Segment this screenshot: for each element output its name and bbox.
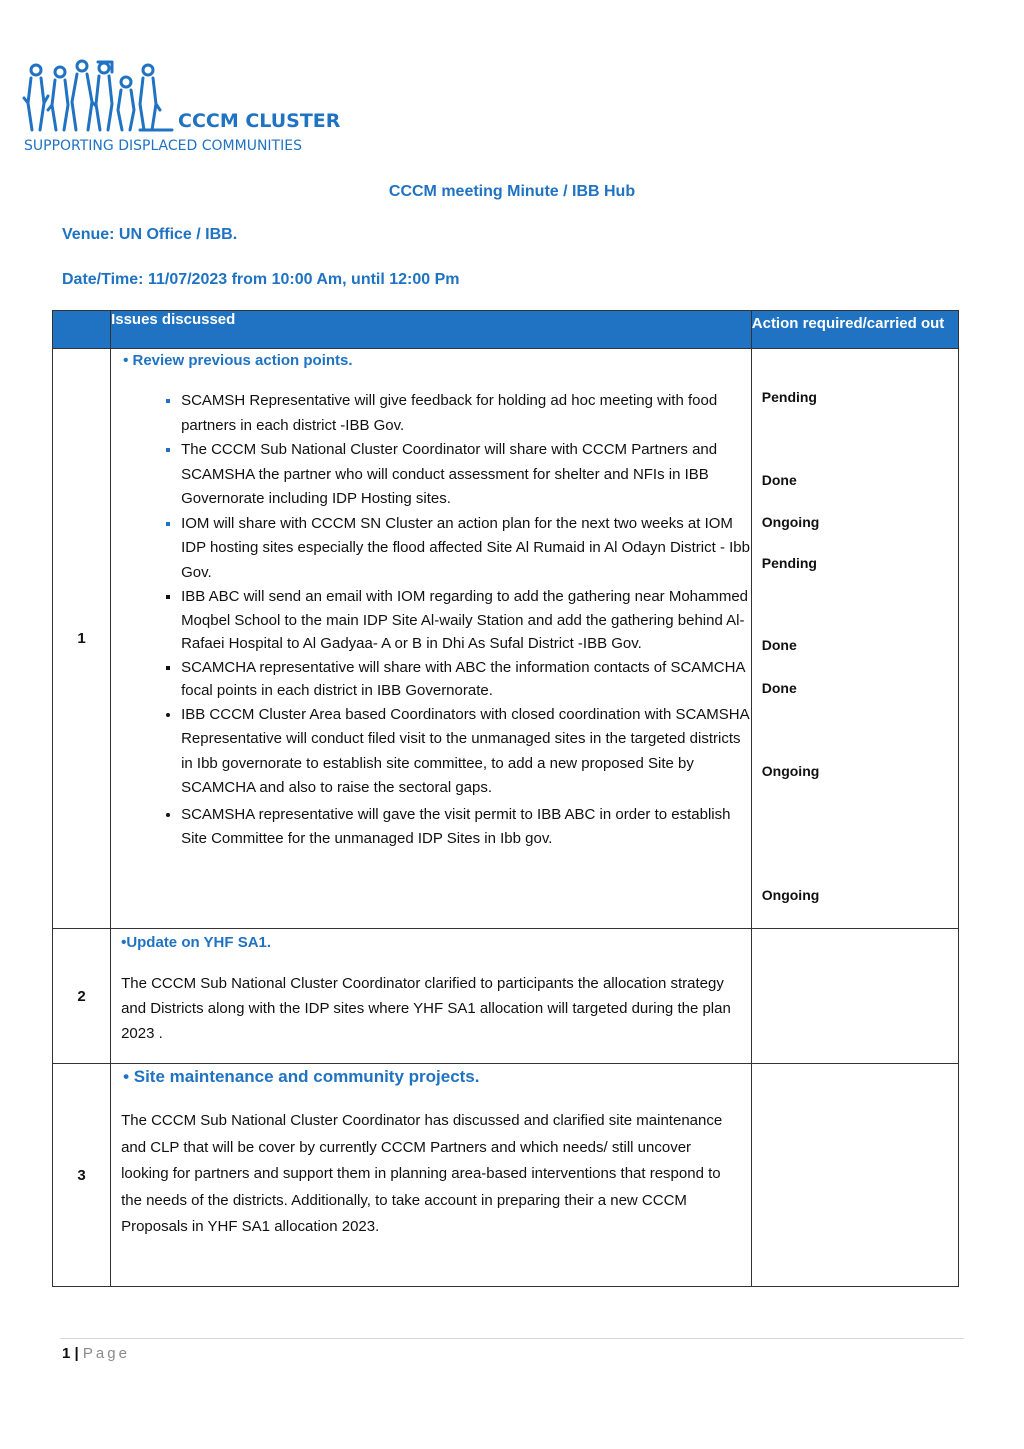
status-text: Ongoing (761, 887, 820, 903)
row-number: 3 (53, 1064, 111, 1287)
list-item: ▪ IOM will share with CCCM SN Cluster an action plan for the next two weeks at IOM IDP hosting sites especially the flood affected Site Al Rumaid in Al Odayn District - Ibb Gov. (181, 512, 751, 586)
list-item: ▪ The CCCM Sub National Cluster Coordinator will share with CCCM Partners and SCAMSHA the partner who will conduct assessment for shelter and NFIs in IBB Governorate including IDP Hosting sites. (181, 438, 751, 512)
issue-cell (111, 1064, 752, 1287)
minutes-table (52, 310, 959, 1287)
list-item: ▪ SCAMCHA representative will share with ABC the information contacts of SCAMCHA focal points in each district in IBB Governorate. (181, 656, 751, 703)
action-point-list (111, 389, 751, 585)
header-issues: Issues discussed (111, 311, 752, 349)
status-text: Done (761, 680, 797, 696)
status-cell (751, 929, 958, 1064)
table-row (53, 1064, 959, 1287)
logo-name: CCCM CLUSTER (178, 110, 341, 132)
status-text: Done (761, 472, 797, 488)
list-item: ▪ SCAMSH Representative will give feedback for holding ad hoc meeting with food partners in each district -IBB Gov. (181, 389, 751, 438)
table-row (53, 349, 959, 929)
action-point-list-3 (111, 703, 751, 852)
section-heading: •Update on YHF SA1. (121, 934, 272, 951)
action-point-list-2 (111, 585, 751, 703)
section-paragraph: The CCCM Sub National Cluster Coordinator clarified to participants the allocation strategy and Districts along with the IDP sites where YHF SA1 allocation will targeted during the plan 2023 . (121, 975, 731, 1042)
list-item: • IBB CCCM Cluster Area based Coordinators with closed coordination with SCAMSHA Representative will conduct filed visit to the unmanaged sites in the targeted districts in Ibb governorate to establish site committee, to add a new proposed Site by SCAMCHA and also to raise the sectoral gaps. (181, 703, 751, 801)
header-action: Action required/carried out (751, 311, 958, 349)
section-paragraph: The CCCM Sub National Cluster Coordinator has discussed and clarified site maintenance and CLP that will be cover by currently CCCM Partners and which needs/ still uncover looking for partners and support them in planning area-based interventions that respond to the needs of the districts. Additionally, to take account in preparing their a new CCCM Proposals in YHF SA1 allocation 2023. (121, 1112, 723, 1235)
issue-cell (111, 349, 752, 929)
document-title: CCCM meeting Minute / IBB Hub (388, 183, 636, 200)
row-number: 1 (53, 349, 111, 929)
row-number: 2 (53, 929, 111, 1064)
footer-separator: | (74, 1345, 79, 1362)
datetime-line: Date/Time: 11/07/2023 from 10:00 Am, until 12:00 Pm (62, 271, 460, 288)
footer-divider (60, 1338, 964, 1339)
page-footer (62, 1345, 130, 1362)
status-text: Pending (761, 555, 817, 571)
issue-cell (111, 929, 752, 1064)
status-text: Done (761, 637, 797, 653)
page-number: 1 (62, 1345, 71, 1362)
status-text: Ongoing (761, 514, 820, 530)
status-cell (751, 349, 958, 929)
section-heading: • Site maintenance and community projects. (123, 1067, 480, 1086)
table-header-row (53, 311, 959, 349)
status-text: Pending (761, 389, 817, 405)
table-row (53, 929, 959, 1064)
venue-line: Venue: UN Office / IBB. (62, 226, 238, 243)
header-number-cell (53, 311, 111, 349)
section-heading: • Review previous action points. (123, 352, 353, 369)
status-cell (751, 1064, 958, 1287)
logo-tagline: SUPPORTING DISPLACED COMMUNITIES (24, 138, 302, 154)
status-text: Ongoing (761, 763, 820, 779)
list-item: • SCAMSHA representative will gave the visit permit to IBB ABC in order to establish Site Committee for the unmanaged IDP Sites in Ibb gov. (181, 803, 751, 852)
page-label: Page (82, 1345, 130, 1362)
list-item: ▪ IBB ABC will send an email with IOM regarding to add the gathering near Mohammed Moqbel School to the main IDP Site Al-waily Station and add the gathering behind Al-Rafaei Hospital to Al Gadyaa- A or B in Dhi As Sufal District -IBB Gov. (181, 585, 751, 656)
